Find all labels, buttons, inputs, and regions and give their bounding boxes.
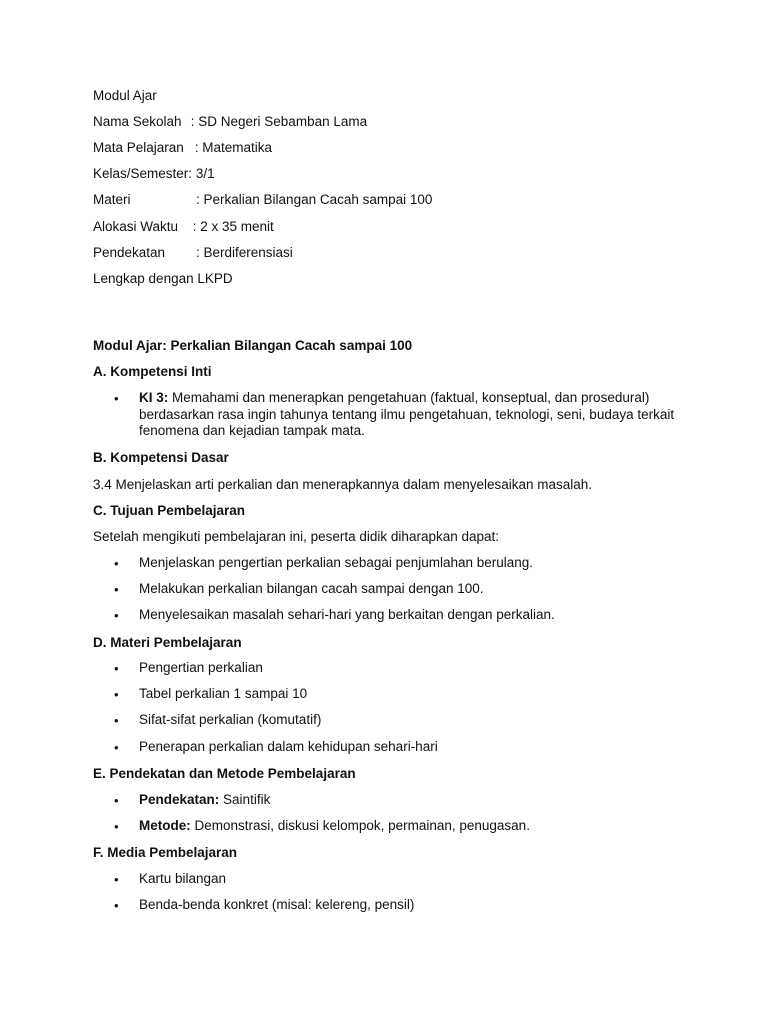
item-text: Demonstrasi, diskusi kelompok, permainan, penugasan. bbox=[194, 818, 530, 833]
bullet-icon: • bbox=[114, 687, 119, 702]
header-note: Lengkap dengan LKPD bbox=[93, 271, 233, 286]
bullet-icon: • bbox=[114, 872, 119, 887]
section-f-heading: F. Media Pembelajaran bbox=[93, 845, 238, 860]
list-item: Sifat-sifat perkalian (komutatif) bbox=[139, 712, 322, 727]
field-value: Perkalian Bilangan Cacah sampai 100 bbox=[203, 192, 433, 207]
field-separator: : bbox=[196, 192, 204, 207]
list-item: Kartu bilangan bbox=[139, 871, 227, 886]
section-e-heading: E. Pendekatan dan Metode Pembelajaran bbox=[93, 766, 356, 781]
item-label: KI 3: bbox=[139, 390, 169, 405]
field-separator: : bbox=[187, 114, 199, 129]
field-separator: : bbox=[188, 166, 196, 181]
field-separator: : bbox=[191, 140, 203, 155]
list-item bbox=[139, 792, 679, 809]
bullet-icon: • bbox=[114, 819, 119, 834]
section-c-heading: C. Tujuan Pembelajaran bbox=[93, 503, 246, 518]
section-a-heading: A. Kompetensi Inti bbox=[93, 364, 212, 379]
field-alokasi-waktu bbox=[93, 218, 274, 235]
list-item: Benda-benda konkret (misal: kelereng, pensil) bbox=[139, 897, 415, 912]
field-value: SD Negeri Sebamban Lama bbox=[198, 114, 368, 129]
item-text: Saintifik bbox=[223, 792, 271, 807]
list-item: Menjelaskan pengertian perkalian sebagai penjumlahan berulang. bbox=[139, 555, 534, 570]
list-item bbox=[139, 818, 679, 835]
document-title: Modul Ajar: Perkalian Bilangan Cacah sampai 100 bbox=[93, 338, 413, 353]
section-c-intro: Setelah mengikuti pembelajaran ini, peserta didik diharapkan dapat: bbox=[93, 529, 500, 544]
bullet-icon: • bbox=[114, 582, 119, 597]
bullet-icon: • bbox=[114, 391, 119, 406]
item-label: Metode: bbox=[139, 818, 191, 833]
field-separator: : bbox=[196, 245, 204, 260]
list-item bbox=[139, 390, 679, 440]
field-separator: : bbox=[189, 219, 201, 234]
bullet-icon: • bbox=[114, 793, 119, 808]
section-b-text: 3.4 Menjelaskan arti perkalian dan menerapkannya dalam menyelesaikan masalah. bbox=[93, 477, 593, 492]
field-value: 3/1 bbox=[195, 166, 215, 181]
field-value: Berdiferensiasi bbox=[203, 245, 293, 260]
field-value: 2 x 35 menit bbox=[200, 219, 274, 234]
field-kelas-semester bbox=[93, 165, 215, 182]
bullet-icon: • bbox=[114, 608, 119, 623]
list-item: Penerapan perkalian dalam kehidupan sehari-hari bbox=[139, 739, 438, 754]
item-text: Memahami dan menerapkan pengetahuan (faktual, konseptual, dan prosedural) berdasarkan rasa ingin tahunya tentang ilmu pengetahuan, teknologi, seni, budaya terkait fenomena dan kejadian tampak mata. bbox=[139, 390, 675, 438]
bullet-icon: • bbox=[114, 740, 119, 755]
field-value: Matematika bbox=[202, 140, 273, 155]
section-b-heading: B. Kompetensi Dasar bbox=[93, 450, 229, 465]
list-item: Tabel perkalian 1 sampai 10 bbox=[139, 686, 308, 701]
field-label: Kelas/Semester bbox=[93, 166, 189, 181]
field-label: Mata Pelajaran bbox=[93, 140, 184, 155]
list-item: Melakukan perkalian bilangan cacah sampai dengan 100. bbox=[139, 581, 484, 596]
bullet-icon: • bbox=[114, 661, 119, 676]
list-item: Pengertian perkalian bbox=[139, 660, 263, 675]
section-d-heading: D. Materi Pembelajaran bbox=[93, 635, 242, 650]
field-label: Materi bbox=[93, 192, 131, 207]
field-label: Nama Sekolah bbox=[93, 114, 182, 129]
bullet-icon: • bbox=[114, 898, 119, 913]
module-title: Modul Ajar bbox=[93, 88, 157, 103]
bullet-icon: • bbox=[114, 556, 119, 571]
field-pendekatan bbox=[93, 244, 293, 261]
list-item: Menyelesaikan masalah sehari-hari yang berkaitan dengan perkalian. bbox=[139, 607, 555, 622]
field-nama-sekolah bbox=[93, 113, 367, 130]
field-mata-pelajaran bbox=[93, 139, 272, 156]
field-label: Alokasi Waktu bbox=[93, 219, 179, 234]
field-materi bbox=[93, 191, 432, 208]
item-label: Pendekatan: bbox=[139, 792, 220, 807]
bullet-icon: • bbox=[114, 713, 119, 728]
field-label: Pendekatan bbox=[93, 245, 166, 260]
